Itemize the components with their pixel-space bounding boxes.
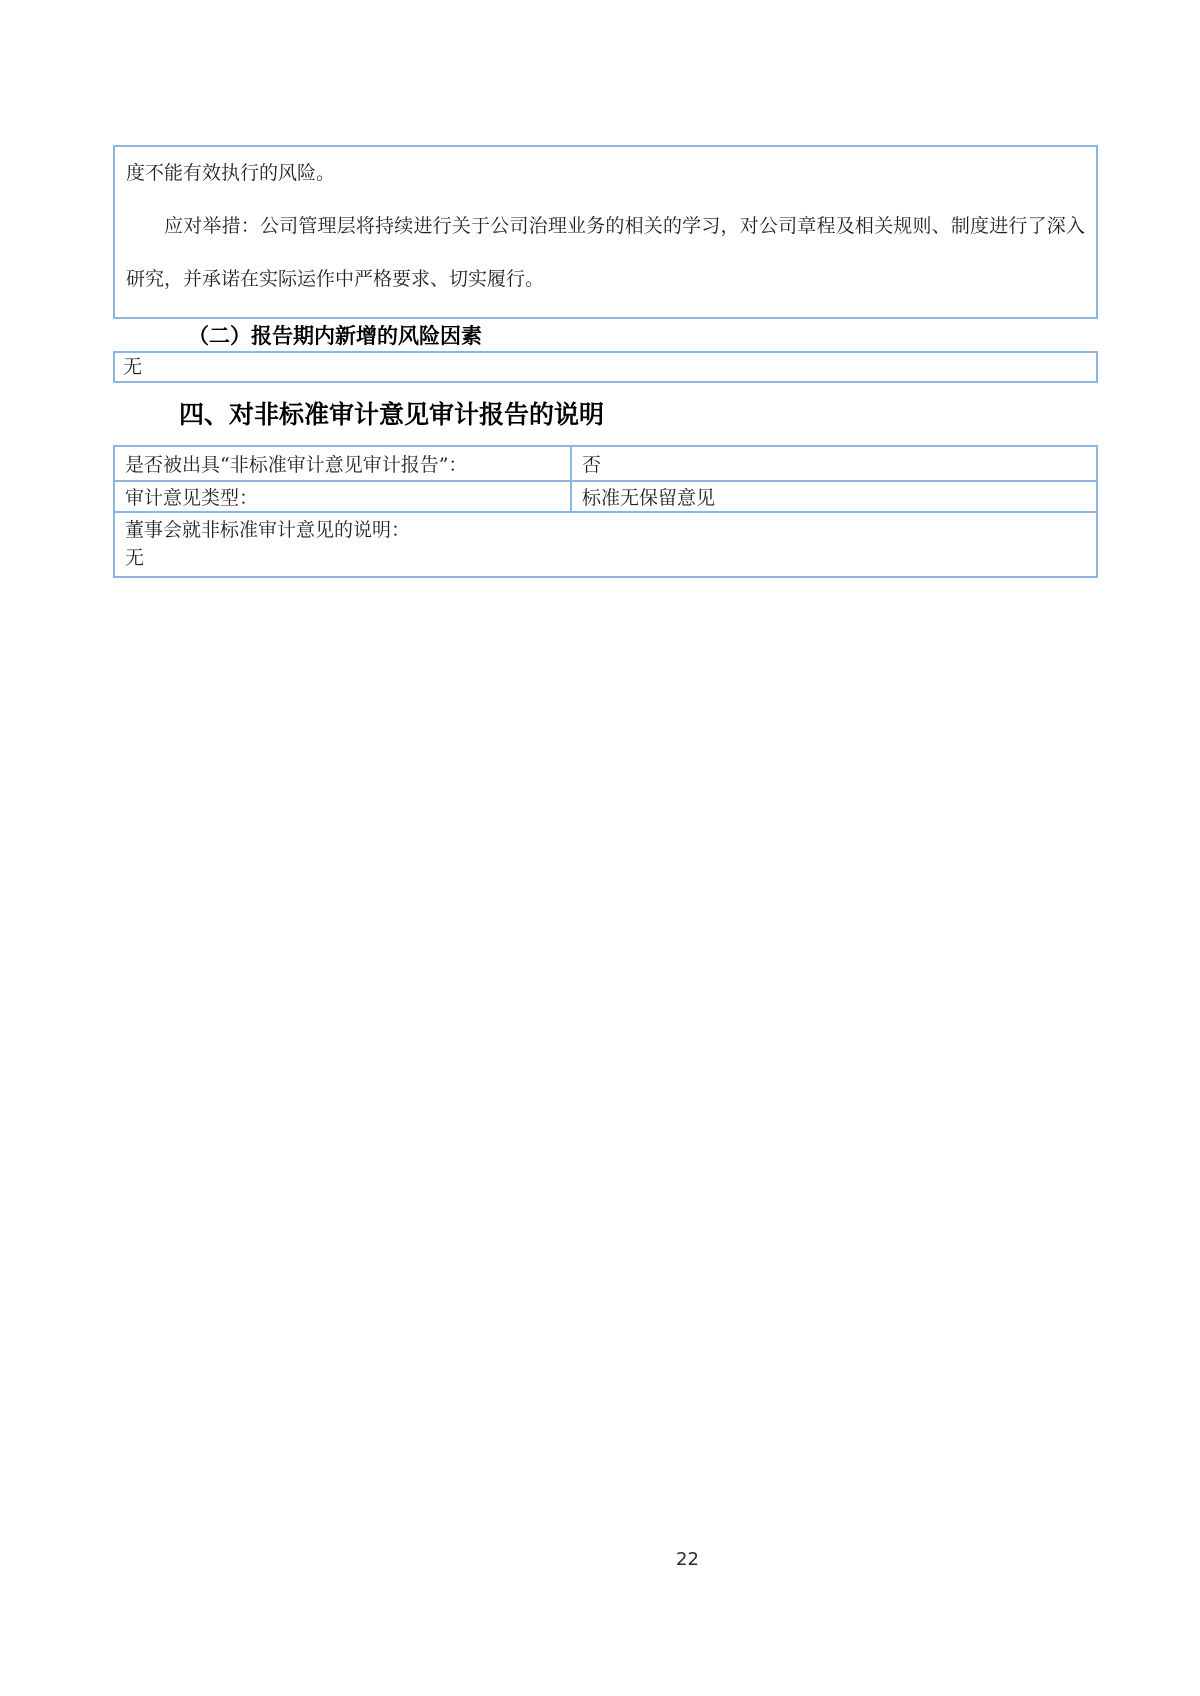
- page-number: 22: [676, 1549, 699, 1570]
- board-note-value: 无: [125, 547, 145, 569]
- table-row-audit-report-issued: [114, 446, 1097, 481]
- risk-description-box: [113, 145, 1098, 319]
- new-risk-factors-box: [113, 351, 1098, 383]
- new-risk-factors-value: 无: [123, 356, 143, 378]
- risk-measures-text: 应对举措：公司管理层将持续进行关于公司治理业务的相关的学习，对公司章程及相关规则、制度进行了深入研究，并承诺在实际运作中严格要求、切实履行。: [126, 215, 1085, 290]
- board-note-cell: [114, 512, 1097, 577]
- board-note-label: 董事会就非标准审计意见的说明：: [125, 519, 411, 541]
- content-area: [113, 145, 1098, 578]
- audit-report-issued-label: 是否被出具“非标准审计意见审计报告”：: [114, 446, 571, 481]
- section-heading-new-risk-factors: （二）报告期内新增的风险因素: [188, 324, 482, 348]
- table-row-opinion-type: [114, 481, 1097, 512]
- section-heading-audit-opinion: 四、对非标准审计意见审计报告的说明: [179, 400, 605, 429]
- audit-opinion-table: [113, 445, 1098, 578]
- opinion-type-label: 审计意见类型：: [114, 481, 571, 512]
- opinion-type-value: 标准无保留意见: [571, 481, 1097, 512]
- audit-report-issued-value: 否: [571, 446, 1097, 481]
- risk-carryover-text: 度不能有效执行的风险。: [126, 162, 336, 184]
- table-row-board-note: [114, 512, 1097, 577]
